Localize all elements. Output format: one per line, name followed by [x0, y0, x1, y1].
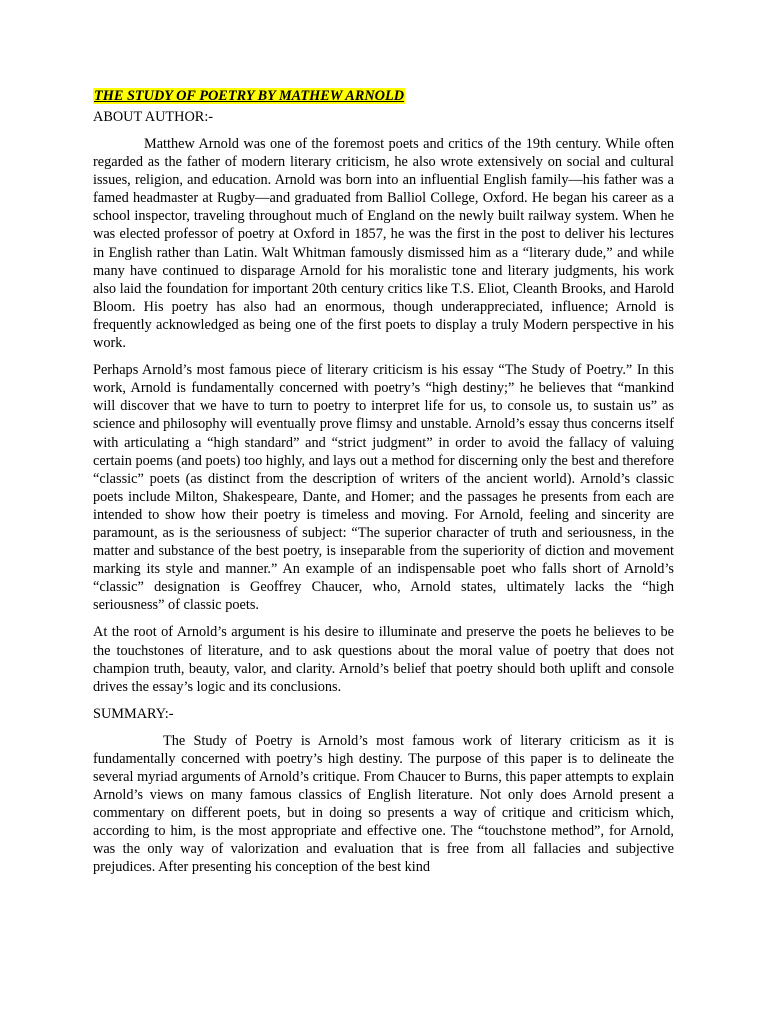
about-author-paragraph-3: At the root of Arnold’s argument is his desire to illuminate and preserve the poets he believes to be the touchstones of literature, and to ask questions about the moral value of poetry that does not champion truth, beauty, valor, and clarity. Arnold’s belief that poetry should both uplift and console drives the essay’s logic and its conclusions.: [93, 624, 674, 695]
document-title-line: [93, 86, 674, 106]
document-title: THE STUDY OF POETRY BY MATHEW ARNOLD: [94, 88, 405, 104]
summary-paragraph-1: The Study of Poetry is Arnold’s most famous work of literary criticism as it is fundamentally concerned with poetry’s high destiny. The purpose of this paper is to delineate the several myriad arguments of Arnold’s critique. From Chaucer to Burns, this paper attempts to explain Arnold’s views on many famous classics of English literature. Not only does Arnold present a commentary on different poets, but in doing so presents a way of critique and criticism which, according to him, is the most appropriate and effective one. The “touchstone method”, for Arnold, was the only way of valorization and evaluation that is free from all fallacies and subjective prejudices. After presenting his conception of the best kind: [93, 732, 674, 876]
about-author-paragraph-2: Perhaps Arnold’s most famous piece of literary criticism is his essay “The Study of Poetry.” In this work, Arnold is fundamentally concerned with poetry’s “high destiny;” he believes that “mankind will discover that we have to turn to poetry to interpret life for us, to console us, to sustain us” as science and philosophy will eventually prove flimsy and unstable. Arnold’s essay thus concerns itself with articulating a “high standard” and “strict judgment” in order to avoid the fallacy of valuing certain poems (and poets) too highly, and lays out a method for discerning only the best and therefore “classic” poets (as distinct from the description of writers of the ancient world). Arnold’s classic poets include Milton, Shakespeare, Dante, and Homer; and the passages he presents from each are intended to show how their poetry is timeless and moving. For Arnold, feeling and sincerity are paramount, as is the seriousness of subject: “The superior character of truth and seriousness, in the matter and substance of the best poetry, is inseparable from the superiority of diction and movement marking its style and manner.” An example of an indispensable poet who falls short of Arnold’s “classic” designation is Geoffrey Chaucer, who, Arnold states, ultimately lacks the “high seriousness” of classic poets.: [93, 362, 674, 614]
section-heading-summary: SUMMARY:-: [93, 705, 174, 722]
about-author-paragraph-1: Matthew Arnold was one of the foremost poets and critics of the 19th century. While often regarded as the father of modern literary criticism, he also wrote extensively on social and cultural issues, religion, and education. Arnold was born into an influential English family—his father was a famed headmaster at Rugby—and graduated from Balliol College, Oxford. He began his career as a school inspector, traveling throughout much of England on the newly built railway system. When he was elected professor of poetry at Oxford in 1857, he was the first in the post to deliver his lectures in English rather than Latin. Walt Whitman famously dismissed him as a “literary dude,” and while many have continued to disparage Arnold for his moralistic tone and literary judgments, his work also laid the foundation for important 20th century critics like T.S. Eliot, Cleanth Brooks, and Harold Bloom. His poetry has also had an enormous, though underappreciated, influence; Arnold is frequently acknowledged as being one of the first poets to display a truly Modern perspective in his work.: [93, 136, 674, 352]
section-heading-about-author: ABOUT AUTHOR:-: [93, 109, 214, 125]
document-page: [93, 86, 674, 886]
